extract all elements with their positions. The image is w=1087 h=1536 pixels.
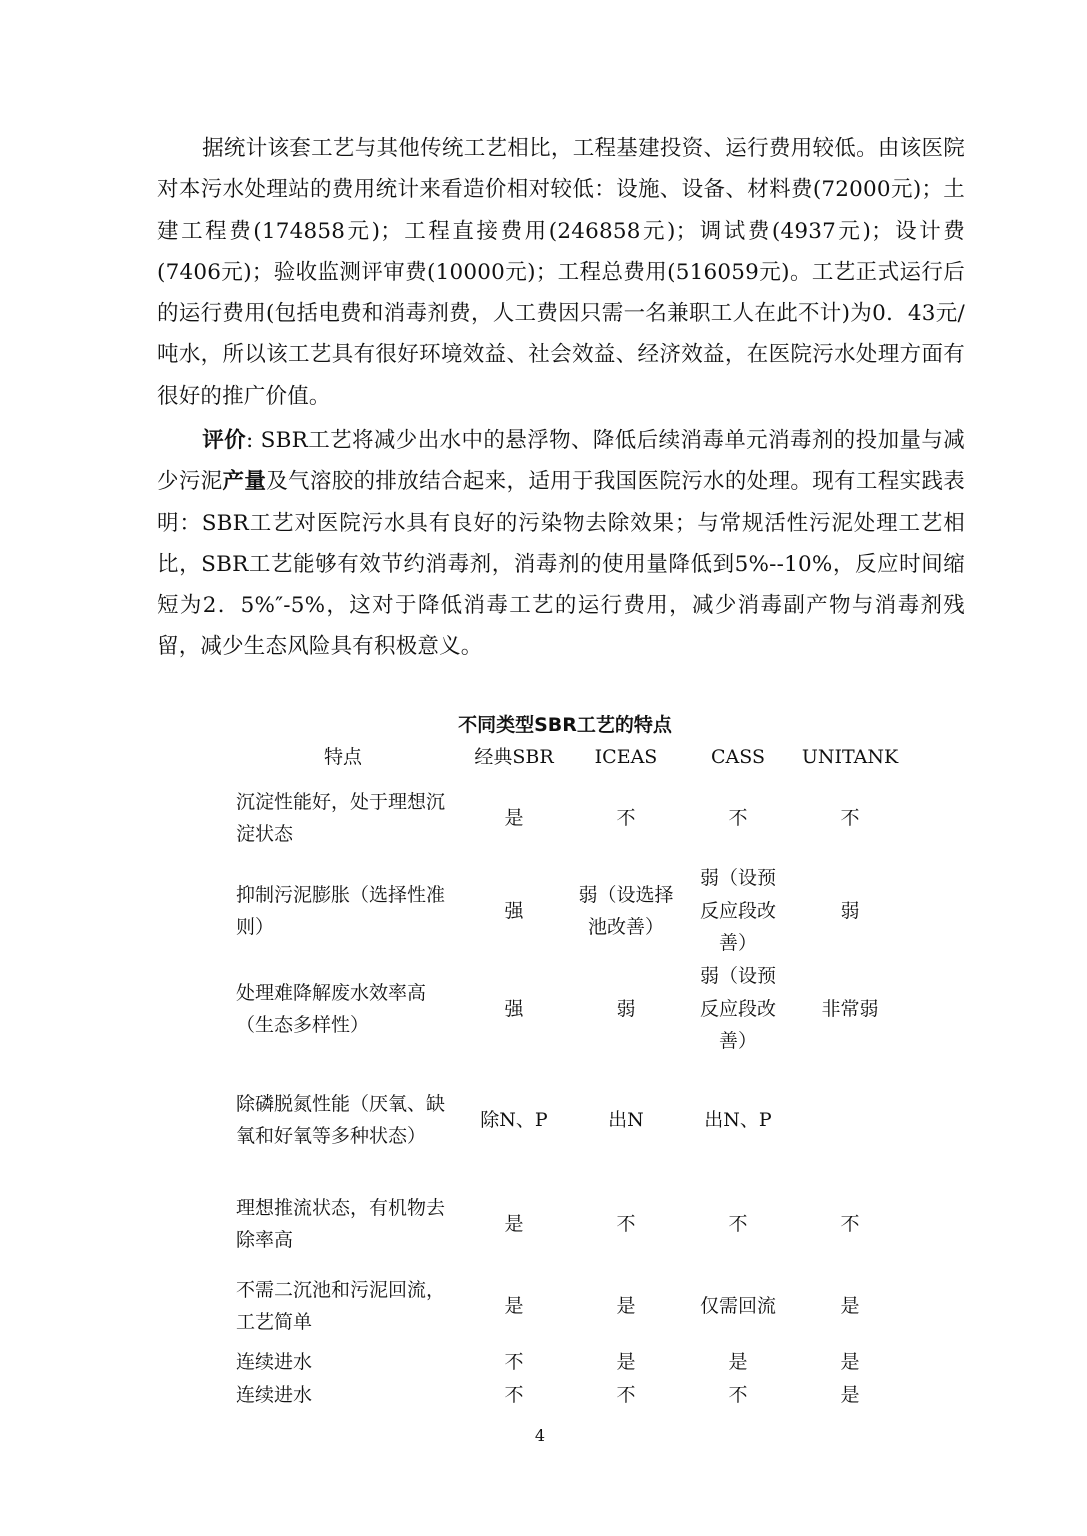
value-cell: 不 [840, 806, 860, 829]
bold-term: 产量 [222, 469, 267, 495]
feature-cell: 处理难降解废水效率高（生态多样性） [236, 981, 427, 1036]
value-cell: 强 [504, 899, 524, 922]
value-cell: 弱（设选择池改善） [578, 883, 674, 938]
table-row [228, 1379, 906, 1412]
feature-cell: 沉淀性能好，处于理想沉淀状态 [236, 790, 446, 845]
sbr-comparison-table [228, 740, 906, 1411]
evaluation-label: 评价 [202, 428, 246, 453]
value-cell: 不 [840, 1212, 860, 1235]
value-cell: 仅需回流 [699, 1294, 776, 1317]
value-cell: 非常弱 [821, 997, 879, 1020]
header-iceas: ICEAS [594, 745, 658, 768]
paragraph-evaluation [157, 420, 965, 668]
table-row [228, 1058, 906, 1182]
value-cell: 是 [616, 1351, 636, 1373]
value-cell: 是 [616, 1294, 636, 1317]
table-row [228, 1266, 906, 1346]
feature-cell: 连续进水 [236, 1383, 313, 1406]
value-cell: 弱（设预反应段改善） [699, 965, 776, 1053]
paragraph-text: : SBR工艺将减少出水中的悬浮物、降低后续消毒单元消毒剂的投加量与减少污泥 [157, 428, 965, 495]
feature-cell: 不需二沉池和污泥回流，工艺简单 [236, 1278, 446, 1333]
paragraph-cost-statistics [157, 128, 965, 417]
feature-cell: 除磷脱氮性能（厌氧、缺氧和好氧等多种状态） [236, 1092, 446, 1147]
table-row [228, 1346, 906, 1379]
value-cell: 是 [840, 1351, 860, 1373]
value-cell: 出N [608, 1108, 644, 1131]
value-cell: 是 [728, 1351, 748, 1373]
header-unitank: UNITANK [801, 745, 899, 768]
value-cell: 除N、P [480, 1108, 548, 1131]
value-cell: 不 [728, 1212, 748, 1235]
value-cell: 出N、P [704, 1108, 772, 1131]
table-header-row [228, 740, 906, 774]
value-cell: 不 [504, 1351, 524, 1373]
value-cell: 是 [504, 1294, 524, 1317]
value-cell: 是 [504, 1212, 524, 1235]
value-cell: 不 [616, 806, 636, 829]
value-cell: 弱（设预反应段改善） [699, 867, 776, 955]
value-cell [794, 1058, 906, 1182]
value-cell: 不 [504, 1383, 524, 1406]
table-row [228, 862, 906, 960]
feature-cell: 抑制污泥膨胀（选择性准则） [236, 883, 446, 938]
table-row [228, 774, 906, 862]
value-cell: 不 [728, 806, 748, 829]
table-row [228, 1182, 906, 1266]
page-number: 4 [534, 1426, 546, 1445]
value-cell: 弱 [616, 997, 636, 1020]
value-cell: 不 [616, 1383, 636, 1406]
paragraph-text: 及气溶胶的排放结合起来，适用于我国医院污水的处理。现有工程实践表明：SBR工艺对医院污水具有良好的污染物去除效果；与常规活性污泥处理工艺相比，SBR工艺能够有效节约消毒剂，消毒剂的使用量降低到5%--10%，反应时间缩短为2．5%″-5%，这对于降低消毒工艺的运行费用，减少消毒副产物与消毒剂残留，减少生态风险具有积极意义。 [157, 469, 965, 660]
feature-cell: 理想推流状态，有机物去除率高 [236, 1196, 446, 1251]
value-cell: 是 [840, 1294, 860, 1317]
value-cell: 是 [504, 806, 524, 829]
value-cell: 是 [840, 1383, 860, 1406]
table-title: 不同类型SBR工艺的特点 [458, 714, 672, 736]
value-cell: 弱 [840, 899, 860, 922]
table-row [228, 960, 906, 1058]
header-feature: 特点 [323, 745, 362, 768]
paragraph-text: 据统计该套工艺与其他传统工艺相比，工程基建投资、运行费用较低。由该医院对本污水处理站的费用统计来看造价相对较低：设施、设备、材料费(72000元)；土建工程费(174858元)；工程直接费用(246858元)；调试费(4937元)；设计费(7406元)；验收监测评审费(10000元)；工程总费用(516059元)。工艺正式运行后的运行费用(包括电费和消毒剂费，人工费因只需一名兼职工人在此不计)为0．43元/吨水，所以该工艺具有很好环境效益、社会效益、经济效益，在医院污水处理方面有很好的推广价值。 [157, 136, 965, 409]
header-classic-sbr: 经典SBR [474, 745, 554, 768]
value-cell: 不 [728, 1383, 748, 1406]
value-cell: 不 [616, 1212, 636, 1235]
header-cass: CASS [711, 745, 765, 768]
value-cell: 强 [504, 997, 524, 1020]
feature-cell: 连续进水 [236, 1351, 313, 1373]
